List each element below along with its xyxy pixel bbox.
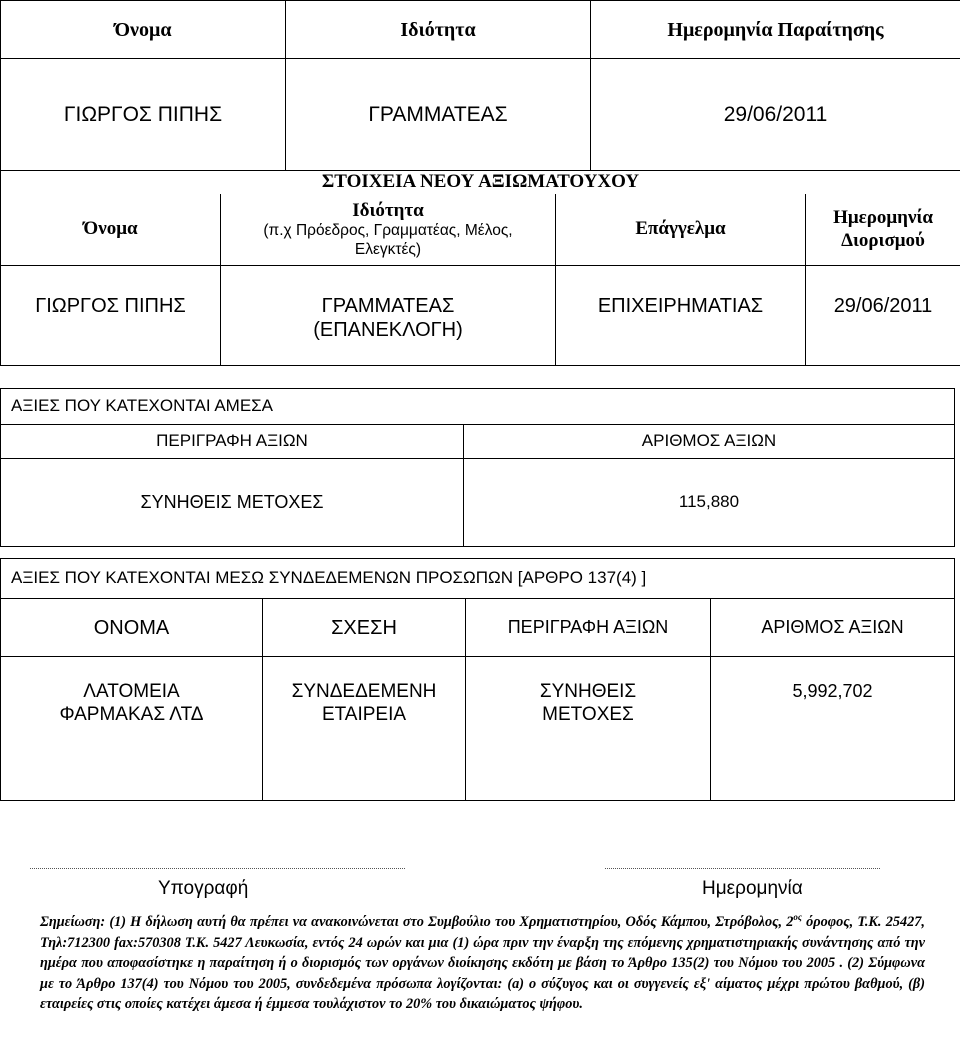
new-officer-name: ΓΙΩΡΓΟΣ ΠΙΠΗΣ: [1, 266, 221, 366]
indirect-relation-2: ΕΤΑΙΡΕΙΑ: [321, 703, 407, 725]
header-new-role: [221, 194, 556, 266]
resignation-date: 29/06/2011: [591, 59, 960, 171]
header-profession: Επάγγελμα: [556, 194, 806, 266]
new-officer-profession: ΕΠΙΧΕΙΡΗΜΑΤΙΑΣ: [556, 266, 806, 366]
new-officer-role: [221, 266, 556, 366]
direct-description: ΣΥΝΗΘΕΙΣ ΜΕΤΟΧΕΣ: [1, 459, 464, 547]
footnote-superscript: ος: [793, 912, 802, 923]
footnote-text-2: όροφος, Τ.Κ. 25427, Τηλ:712300 fax:570308 Τ.Κ. 5427 Λευκωσία, εντός 24 ωρών και μια (1) ώρα πριν την έναρξη της επόμενης χρηματιστηριακής συνάντησης από την ημέρα που αποφασίστηκε η παραίτηση ή ο διορισμός των οργάνων διοίκησης εκδότη με βάση το Άρθρο 135(2) του Νόμου του 2005 . (2) Σύμφωνα με το Άρθρο 137(4) του Νόμου του 2005, συνδεδεμένα πρόσωπα λογίζονται: (a) ο σύζυγος και οι συγγενείς εξ' αίματος μέχρι πρώτου βαθμού, (β) εταιρείες στις οποίες κατέχει άμεσα ή έμμεσα τουλάχιστον το 20% του δικαιώματος ψήφου.: [40, 914, 926, 1012]
header-new-role-hint: (π.χ Πρόεδρος, Γραμματέας, Μέλος,: [263, 222, 513, 240]
header-direct-count: ΑΡΙΘΜΟΣ ΑΞΙΩΝ: [464, 425, 955, 459]
header-appointment-date-1: Ημερομηνία: [833, 206, 933, 228]
header-indirect-count: ΑΡΙΘΜΟΣ ΑΞΙΩΝ: [711, 599, 955, 657]
header-indirect-description: ΠΕΡΙΓΡΑΦΗ ΑΞΙΩΝ: [466, 599, 711, 657]
indirect-relation: [263, 657, 466, 801]
footnote-text-1: Σημείωση: (1) Η δήλωση αυτή θα πρέπει να ανακοινώνεται στο Συμβούλιο του Χρηματιστηρίου, Οδός Κάμπου, Στρόβολος, 2: [40, 914, 794, 930]
indirect-name: [1, 657, 263, 801]
header-direct-description: ΠΕΡΙΓΡΑΦΗ ΑΞΙΩΝ: [1, 425, 464, 459]
header-role: Ιδιότητα: [286, 1, 591, 59]
header-indirect-name: ΟΝΟΜΑ: [1, 599, 263, 657]
indirect-name-1: ΛΑΤΟΜΕΙΑ: [83, 681, 180, 702]
indirect-description-2: ΜΕΤΟΧΕΣ: [542, 703, 634, 725]
indirect-count: 5,992,702: [711, 657, 955, 801]
direct-holdings-title: ΑΞΙΕΣ ΠΟΥ ΚΑΤΕΧΟΝΤΑΙ ΑΜΕΣΑ: [1, 389, 955, 425]
indirect-description-1: ΣΥΝΗΘΕΙΣ: [539, 681, 637, 702]
new-officer-title: ΣΤΟΙΧΕΙΑ ΝΕΟΥ ΑΞΙΩΜΑΤΟΥΧΟΥ: [1, 171, 960, 194]
resigned-role: ΓΡΑΜΜΑΤΕΑΣ: [286, 59, 591, 171]
header-resignation-date: Ημερομηνία Παραίτησης: [591, 1, 960, 59]
header-indirect-relation: ΣΧΕΣΗ: [263, 599, 466, 657]
indirect-relation-1: ΣΥΝΔΕΔΕΜΕΝΗ: [291, 681, 437, 702]
indirect-description: [466, 657, 711, 801]
new-officer-role-1: ΓΡΑΜΜΑΤΕΑΣ: [321, 295, 455, 318]
header-new-name: Όνομα: [1, 194, 221, 266]
footnote: [40, 912, 925, 1015]
new-officer-role-2: (ΕΠΑΝΕΚΛΟΓΗ): [313, 319, 463, 342]
signature-line: [30, 868, 405, 869]
new-officer-date: 29/06/2011: [806, 266, 960, 366]
resigned-name: ΓΙΩΡΓΟΣ ΠΙΠΗΣ: [1, 59, 286, 171]
header-new-role-hint-2: Ελεγκτές): [354, 240, 422, 258]
header-appointment-date: [806, 194, 960, 266]
direct-count: 115,880: [464, 459, 955, 547]
date-line: [605, 868, 880, 869]
header-appointment-date-2: Διορισμού: [841, 229, 925, 251]
direct-holdings-table: [0, 388, 955, 547]
header-new-role-label: Ιδιότητα: [352, 199, 424, 221]
signature-label: Υπογραφή: [158, 878, 249, 899]
date-label: Ημερομηνία: [702, 878, 803, 899]
indirect-holdings-table: [0, 558, 955, 801]
new-officer-table: [0, 170, 960, 366]
indirect-name-2: ΦΑΡΜΑΚΑΣ ΛΤΔ: [59, 703, 204, 725]
resignation-table: [0, 0, 960, 171]
indirect-holdings-title: ΑΞΙΕΣ ΠΟΥ ΚΑΤΕΧΟΝΤΑΙ ΜΕΣΩ ΣΥΝΔΕΔΕΜΕΝΩΝ ΠΡΟΣΩΠΩΝ [ΑΡΘΡΟ 137(4) ]: [1, 559, 955, 599]
header-name: Όνομα: [1, 1, 286, 59]
